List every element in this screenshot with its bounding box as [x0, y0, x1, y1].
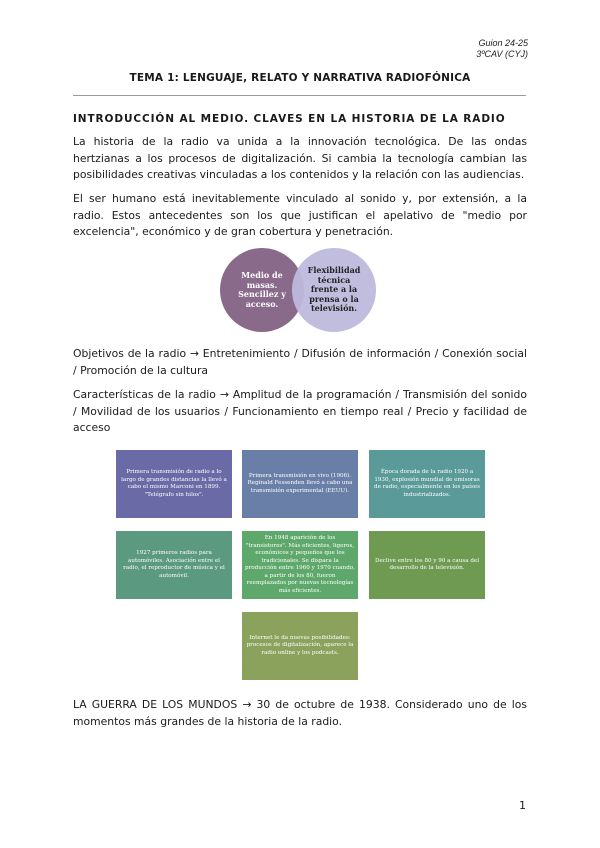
timeline-box-internet: Internet le da nuevas posibilidades: procesos de digitalización, aparece la radio online y los podcasts.: [242, 612, 358, 680]
header-course-year: Guion 24-25: [478, 38, 528, 48]
header-group: 3ºCAV (CYJ): [476, 49, 528, 59]
page-number: 1: [519, 799, 526, 812]
section-heading: INTRODUCCIÓN AL MEDIO. CLAVES EN LA HISTORIA DE LA RADIO: [73, 113, 506, 125]
timeline-box-1906: Primera transmisión en vivo (1906). Reginald Fessenden llevó a cabo una transmisión experimental (EEUU).: [242, 450, 358, 518]
paragraph-characteristics: Características de la radio → Amplitud de la programación / Transmisión del sonido / Movilidad de los usuarios / Funcionamiento en tiempo real / Precio y facilidad de acceso: [73, 388, 527, 434]
venn-diagram: [218, 248, 378, 336]
venn-left-label: Medio de masas. Sencillez y acceso.: [238, 270, 286, 309]
venn-circle-right: [292, 248, 376, 332]
timeline-box-1927: 1927 primeros radios para automóviles. Asociación entre el radio, el reproductor de música y el automóvil.: [116, 531, 232, 599]
paragraph-war-of-worlds: LA GUERRA DE LOS MUNDOS → 30 de octubre de 1938. Considerado uno de los momentos más grandes de la historia de la radio.: [73, 698, 527, 728]
page-title: TEMA 1: LENGUAJE, RELATO Y NARRATIVA RADIOFÓNICA: [129, 72, 471, 84]
timeline-box-1920: Época dorada de la radio 1920 a 1930, explosión mundial de emisoras de radio, especialmente en los países industrializados.: [369, 450, 485, 518]
paragraph-intro: La historia de la radio va unida a la innovación tecnológica. De las ondas hertzianas a los procesos de digitalización. Si cambia la tecnología cambian las posibilidades creativas vinculadas a los contenidos y la relación con las audiencias.: [73, 135, 527, 181]
paragraph-human-sound: El ser humano está inevitablemente vinculado al sonido y, por extensión, a la radio. Estos antecedentes son los que justifican el apelativo de "medio por excelencia", económico y de gran cobertura y penetración.: [73, 192, 527, 238]
timeline-box-1948: En 1948 aparición de los "transistores". Más eficientes, ligeros, económicos y pequeños que los tradicionales. Se dispara la producción entre 1960 y 1970 cuando, a partir de los 80, fueron reemplazados por nuevas tecnologías más eficientes.: [242, 531, 358, 599]
timeline-box-decline: Declive entre los 80 y 90 a causa del desarrollo de la televisión.: [369, 531, 485, 599]
title-divider: [73, 95, 526, 96]
paragraph-objectives: Objetivos de la radio → Entretenimiento / Difusión de información / Conexión social / Promoción de la cultura: [73, 347, 527, 377]
venn-right-label: Flexibilidad técnica frente a la prensa o la televisión.: [307, 265, 361, 314]
timeline-box-1899: Primera transmisión de radio a lo largo de grandes distancias la llevó a cabo el mismo Marconi en 1899. "Telégrafo sin hilos".: [116, 450, 232, 518]
